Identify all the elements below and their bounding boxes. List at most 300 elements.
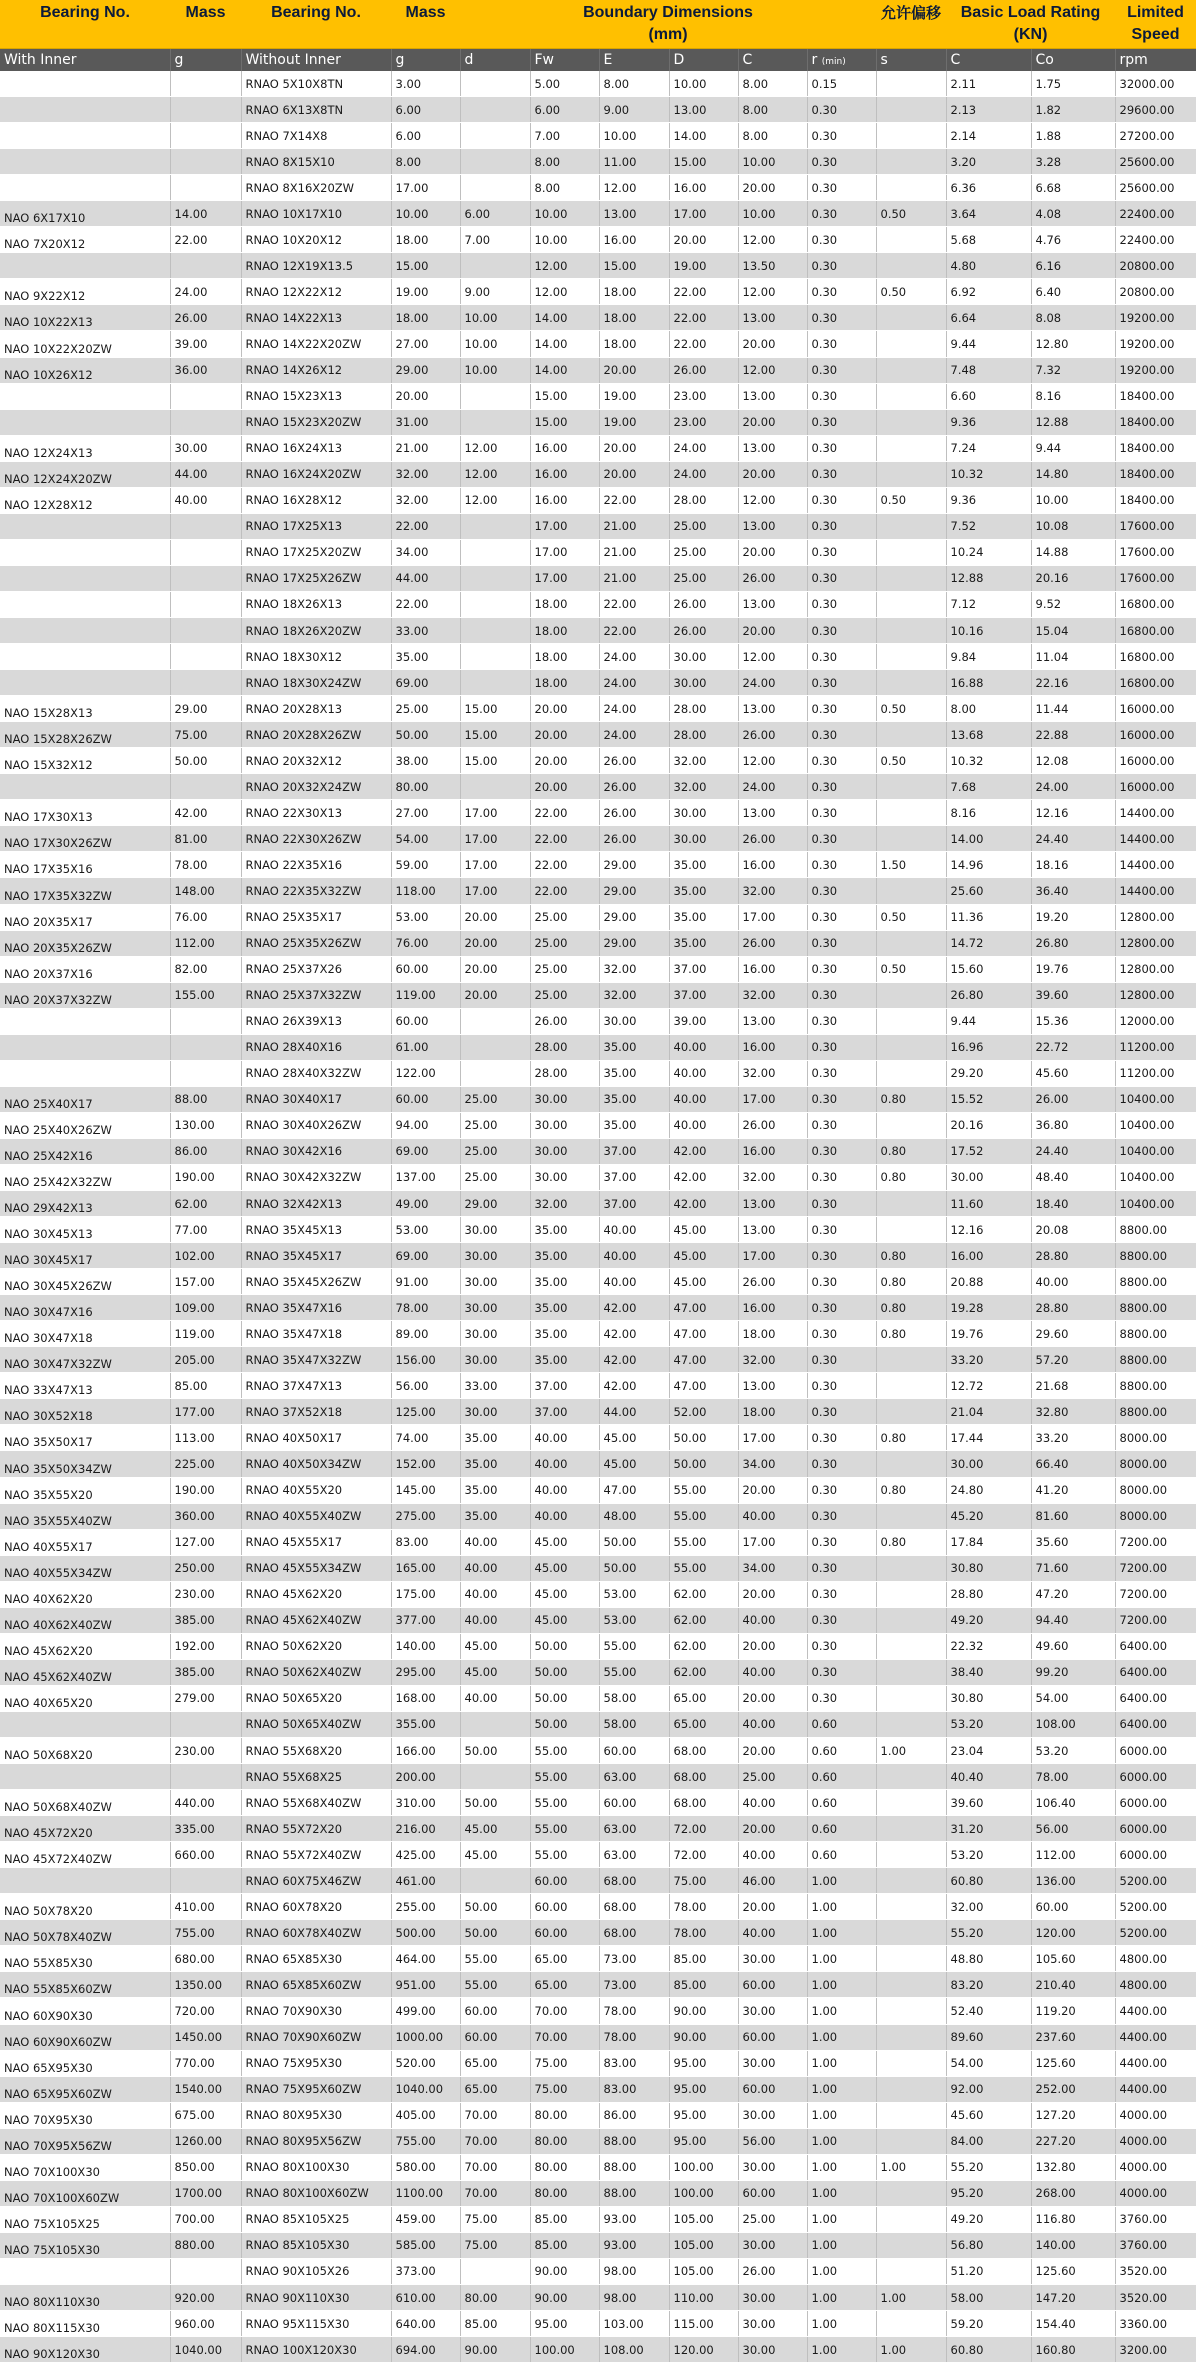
cell-load-c: 10.32	[946, 748, 1031, 774]
cell-d	[460, 539, 530, 565]
cell-without-inner: RNAO 22X35X32ZW	[241, 878, 391, 904]
cell-fw: 30.00	[530, 1086, 599, 1112]
cell-outer-d: 42.00	[669, 1164, 738, 1190]
cell-r-min: 0.30	[807, 1086, 876, 1112]
table-row	[0, 1555, 1196, 1581]
cell-d: 25.00	[460, 1138, 530, 1164]
cell-r-min: 1.00	[807, 2076, 876, 2102]
cell-with-inner: NAO 17X30X13	[0, 800, 170, 826]
cell-load-c: 12.88	[946, 565, 1031, 591]
cell-e: 29.00	[599, 930, 669, 956]
cell-with-inner: NAO 20X37X32ZW	[0, 982, 170, 1008]
cell-mass-without: 520.00	[391, 2050, 460, 2076]
cell-load-c: 83.20	[946, 1972, 1031, 1998]
cell-s	[876, 670, 946, 696]
cell-outer-d: 100.00	[669, 2180, 738, 2206]
cell-width-c: 13.00	[738, 1373, 807, 1399]
cell-without-inner: RNAO 90X110X30	[241, 2284, 391, 2310]
cell-load-co: 10.00	[1031, 487, 1115, 513]
cell-d: 45.00	[460, 1842, 530, 1868]
cell-speed: 11200.00	[1115, 1060, 1196, 1086]
cell-with-inner	[0, 71, 170, 97]
cell-fw: 50.00	[530, 1685, 599, 1711]
cell-with-inner: NAO 80X110X30	[0, 2284, 170, 2310]
cell-s	[876, 2076, 946, 2102]
cell-without-inner: RNAO 22X30X13	[241, 800, 391, 826]
cell-s	[876, 1399, 946, 1425]
table-row	[0, 1191, 1196, 1217]
cell-d	[460, 2258, 530, 2284]
cell-with-inner: NAO 20X37X16	[0, 956, 170, 982]
cell-width-c: 20.00	[738, 461, 807, 487]
cell-mass-inner: 130.00	[170, 1112, 241, 1138]
cell-r-min: 0.30	[807, 852, 876, 878]
cell-s	[876, 1894, 946, 1920]
cell-load-co: 125.60	[1031, 2050, 1115, 2076]
cell-width-c: 30.00	[738, 1946, 807, 1972]
cell-load-c: 28.80	[946, 1581, 1031, 1607]
cell-s: 1.50	[876, 852, 946, 878]
cell-without-inner: RNAO 95X115X30	[241, 2311, 391, 2337]
cell-outer-d: 35.00	[669, 852, 738, 878]
cell-s	[876, 357, 946, 383]
cell-load-c: 60.80	[946, 2337, 1031, 2363]
cell-mass-without: 15.00	[391, 253, 460, 279]
cell-mass-inner: 1260.00	[170, 2128, 241, 2154]
cell-with-inner	[0, 617, 170, 643]
table-row	[0, 1425, 1196, 1451]
table-row	[0, 383, 1196, 409]
cell-width-c: 24.00	[738, 774, 807, 800]
cell-load-co: 24.00	[1031, 774, 1115, 800]
cell-r-min: 0.60	[807, 1816, 876, 1842]
cell-fw: 35.00	[530, 1321, 599, 1347]
cell-e: 60.00	[599, 1790, 669, 1816]
cell-with-inner: NAO 60X90X30	[0, 1998, 170, 2024]
cell-s	[876, 383, 946, 409]
cell-fw: 45.00	[530, 1581, 599, 1607]
cell-width-c: 17.00	[738, 904, 807, 930]
cell-speed: 5200.00	[1115, 1894, 1196, 1920]
cell-s	[876, 2128, 946, 2154]
cell-fw: 35.00	[530, 1347, 599, 1373]
cell-s	[876, 1347, 946, 1373]
cell-speed: 8800.00	[1115, 1295, 1196, 1321]
cell-r-min: 0.30	[807, 982, 876, 1008]
cell-load-co: 105.60	[1031, 1946, 1115, 1972]
cell-width-c: 20.00	[738, 1477, 807, 1503]
cell-width-c: 8.00	[738, 97, 807, 123]
cell-mass-inner	[170, 123, 241, 149]
cell-s	[876, 1868, 946, 1894]
cell-without-inner: RNAO 10X20X12	[241, 227, 391, 253]
table-row	[0, 617, 1196, 643]
cell-width-c: 16.00	[738, 956, 807, 982]
table-row	[0, 852, 1196, 878]
cell-fw: 17.00	[530, 513, 599, 539]
cell-outer-d: 15.00	[669, 149, 738, 175]
cell-d: 70.00	[460, 2102, 530, 2128]
table-row	[0, 1138, 1196, 1164]
cell-mass-without: 310.00	[391, 1790, 460, 1816]
cell-mass-without: 755.00	[391, 2128, 460, 2154]
cell-width-c: 16.00	[738, 852, 807, 878]
cell-without-inner: RNAO 10X17X10	[241, 201, 391, 227]
cell-fw: 15.00	[530, 383, 599, 409]
cell-r-min: 0.30	[807, 1008, 876, 1034]
cell-e: 22.00	[599, 591, 669, 617]
cell-d: 35.00	[460, 1477, 530, 1503]
cell-load-c: 12.16	[946, 1217, 1031, 1243]
cell-outer-d: 28.00	[669, 722, 738, 748]
cell-load-c: 25.60	[946, 878, 1031, 904]
cell-fw: 22.00	[530, 826, 599, 852]
cell-mass-without: 29.00	[391, 357, 460, 383]
cell-e: 78.00	[599, 2024, 669, 2050]
cell-width-c: 18.00	[738, 1399, 807, 1425]
cell-e: 19.00	[599, 383, 669, 409]
cell-mass-without: 69.00	[391, 1138, 460, 1164]
cell-width-c: 40.00	[738, 1842, 807, 1868]
cell-speed: 5200.00	[1115, 1868, 1196, 1894]
cell-load-co: 47.20	[1031, 1581, 1115, 1607]
cell-width-c: 17.00	[738, 1529, 807, 1555]
cell-mass-inner: 109.00	[170, 1295, 241, 1321]
cell-with-inner: NAO 7X20X12	[0, 227, 170, 253]
cell-r-min: 0.30	[807, 1633, 876, 1659]
cell-width-c: 8.00	[738, 71, 807, 97]
cell-without-inner: RNAO 12X22X12	[241, 279, 391, 305]
cell-speed: 6000.00	[1115, 1790, 1196, 1816]
cell-r-min: 0.30	[807, 1399, 876, 1425]
cell-fw: 85.00	[530, 2232, 599, 2258]
cell-outer-d: 22.00	[669, 279, 738, 305]
cell-speed: 16800.00	[1115, 591, 1196, 617]
cell-width-c: 26.00	[738, 1269, 807, 1295]
cell-s: 0.80	[876, 1425, 946, 1451]
cell-d: 15.00	[460, 722, 530, 748]
cell-fw: 28.00	[530, 1034, 599, 1060]
cell-with-inner: NAO 12X24X20ZW	[0, 461, 170, 487]
cell-with-inner	[0, 1060, 170, 1086]
cell-load-co: 32.80	[1031, 1399, 1115, 1425]
cell-d	[460, 1764, 530, 1790]
cell-mass-inner: 755.00	[170, 1920, 241, 1946]
cell-mass-inner: 250.00	[170, 1555, 241, 1581]
cell-load-co: 116.80	[1031, 2206, 1115, 2232]
cell-load-c: 49.20	[946, 2206, 1031, 2232]
cell-load-co: 45.60	[1031, 1060, 1115, 1086]
cell-e: 26.00	[599, 774, 669, 800]
cell-load-c: 53.20	[946, 1711, 1031, 1737]
cell-with-inner	[0, 409, 170, 435]
cell-mass-inner	[170, 1711, 241, 1737]
cell-outer-d: 40.00	[669, 1112, 738, 1138]
cell-load-c: 17.44	[946, 1425, 1031, 1451]
cell-width-c: 20.00	[738, 175, 807, 201]
cell-load-c: 58.00	[946, 2284, 1031, 2310]
cell-outer-d: 47.00	[669, 1321, 738, 1347]
table-row	[0, 149, 1196, 175]
cell-with-inner	[0, 644, 170, 670]
cell-mass-inner: 675.00	[170, 2102, 241, 2128]
cell-without-inner: RNAO 35X47X32ZW	[241, 1347, 391, 1373]
cell-without-inner: RNAO 100X120X30	[241, 2337, 391, 2363]
cell-width-c: 26.00	[738, 1112, 807, 1138]
cell-s: 0.80	[876, 1086, 946, 1112]
cell-e: 15.00	[599, 253, 669, 279]
cell-mass-without: 78.00	[391, 1295, 460, 1321]
cell-fw: 5.00	[530, 71, 599, 97]
cell-d: 40.00	[460, 1529, 530, 1555]
cell-speed: 10400.00	[1115, 1191, 1196, 1217]
cell-width-c: 16.00	[738, 1295, 807, 1321]
cell-width-c: 13.00	[738, 1191, 807, 1217]
cell-mass-inner: 410.00	[170, 1894, 241, 1920]
cell-load-c: 56.80	[946, 2232, 1031, 2258]
cell-speed: 18400.00	[1115, 383, 1196, 409]
cell-with-inner: NAO 30X47X16	[0, 1295, 170, 1321]
cell-mass-inner	[170, 591, 241, 617]
table-row	[0, 696, 1196, 722]
cell-speed: 10400.00	[1115, 1112, 1196, 1138]
cell-fw: 75.00	[530, 2076, 599, 2102]
cell-load-co: 12.80	[1031, 331, 1115, 357]
cell-without-inner: RNAO 17X25X26ZW	[241, 565, 391, 591]
cell-load-co: 7.32	[1031, 357, 1115, 383]
cell-with-inner: NAO 50X68X20	[0, 1738, 170, 1764]
cell-outer-d: 55.00	[669, 1555, 738, 1581]
cell-mass-inner: 177.00	[170, 1399, 241, 1425]
cell-outer-d: 105.00	[669, 2232, 738, 2258]
cell-outer-d: 25.00	[669, 565, 738, 591]
table-row	[0, 2337, 1196, 2363]
cell-without-inner: RNAO 45X55X17	[241, 1529, 391, 1555]
cell-d	[460, 1060, 530, 1086]
cell-s: 0.80	[876, 1138, 946, 1164]
cell-load-co: 22.16	[1031, 670, 1115, 696]
cell-r-min: 0.30	[807, 201, 876, 227]
cell-with-inner	[0, 175, 170, 201]
cell-with-inner: NAO 55X85X30	[0, 1946, 170, 1972]
cell-d: 25.00	[460, 1112, 530, 1138]
cell-fw: 14.00	[530, 331, 599, 357]
cell-d	[460, 97, 530, 123]
cell-fw: 40.00	[530, 1451, 599, 1477]
cell-e: 26.00	[599, 826, 669, 852]
cell-width-c: 56.00	[738, 2128, 807, 2154]
cell-outer-d: 95.00	[669, 2128, 738, 2154]
table-row	[0, 2232, 1196, 2258]
cell-width-c: 34.00	[738, 1555, 807, 1581]
cell-r-min: 0.30	[807, 1060, 876, 1086]
cell-load-c: 10.24	[946, 539, 1031, 565]
cell-s: 0.80	[876, 1321, 946, 1347]
cell-e: 35.00	[599, 1034, 669, 1060]
cell-load-c: 2.11	[946, 71, 1031, 97]
cell-mass-without: 31.00	[391, 409, 460, 435]
cell-load-co: 54.00	[1031, 1685, 1115, 1711]
cell-load-co: 19.20	[1031, 904, 1115, 930]
cell-width-c: 10.00	[738, 201, 807, 227]
cell-s	[876, 2258, 946, 2284]
cell-load-co: 9.44	[1031, 435, 1115, 461]
table-row	[0, 1633, 1196, 1659]
cell-load-co: 119.20	[1031, 1998, 1115, 2024]
cell-s	[876, 1217, 946, 1243]
cell-without-inner: RNAO 50X62X20	[241, 1633, 391, 1659]
cell-with-inner: NAO 45X62X40ZW	[0, 1659, 170, 1685]
cell-load-c: 9.36	[946, 487, 1031, 513]
cell-mass-without: 200.00	[391, 1764, 460, 1790]
cell-outer-d: 40.00	[669, 1060, 738, 1086]
cell-width-c: 30.00	[738, 2154, 807, 2180]
cell-e: 20.00	[599, 461, 669, 487]
cell-mass-without: 22.00	[391, 591, 460, 617]
cell-fw: 85.00	[530, 2206, 599, 2232]
table-row	[0, 1217, 1196, 1243]
cell-load-c: 10.32	[946, 461, 1031, 487]
cell-s	[876, 1008, 946, 1034]
subheader-without-inner: Without Inner	[241, 49, 391, 72]
cell-mass-without: 500.00	[391, 1920, 460, 1946]
cell-outer-d: 28.00	[669, 696, 738, 722]
cell-d	[460, 1008, 530, 1034]
cell-mass-without: 216.00	[391, 1816, 460, 1842]
cell-fw: 12.00	[530, 253, 599, 279]
cell-width-c: 12.00	[738, 227, 807, 253]
cell-fw: 25.00	[530, 930, 599, 956]
cell-mass-without: 80.00	[391, 774, 460, 800]
cell-e: 40.00	[599, 1243, 669, 1269]
cell-r-min: 1.00	[807, 2206, 876, 2232]
cell-load-co: 33.20	[1031, 1425, 1115, 1451]
cell-d: 25.00	[460, 1164, 530, 1190]
cell-e: 50.00	[599, 1555, 669, 1581]
cell-without-inner: RNAO 32X42X13	[241, 1191, 391, 1217]
cell-e: 12.00	[599, 175, 669, 201]
cell-width-c: 30.00	[738, 1998, 807, 2024]
cell-e: 37.00	[599, 1164, 669, 1190]
cell-mass-without: 137.00	[391, 1164, 460, 1190]
cell-without-inner: RNAO 35X45X17	[241, 1243, 391, 1269]
cell-s	[876, 2024, 946, 2050]
cell-mass-inner: 42.00	[170, 800, 241, 826]
cell-with-inner: NAO 60X90X60ZW	[0, 2024, 170, 2050]
cell-without-inner: RNAO 40X55X40ZW	[241, 1503, 391, 1529]
cell-s	[876, 591, 946, 617]
cell-outer-d: 26.00	[669, 617, 738, 643]
cell-width-c: 32.00	[738, 982, 807, 1008]
cell-e: 42.00	[599, 1321, 669, 1347]
cell-speed: 12800.00	[1115, 982, 1196, 1008]
cell-width-c: 26.00	[738, 930, 807, 956]
cell-load-c: 45.20	[946, 1503, 1031, 1529]
cell-s	[876, 2206, 946, 2232]
cell-e: 42.00	[599, 1347, 669, 1373]
cell-outer-d: 47.00	[669, 1373, 738, 1399]
cell-outer-d: 105.00	[669, 2206, 738, 2232]
cell-speed: 22400.00	[1115, 227, 1196, 253]
cell-fw: 35.00	[530, 1243, 599, 1269]
cell-outer-d: 13.00	[669, 97, 738, 123]
cell-mass-inner: 1450.00	[170, 2024, 241, 2050]
cell-mass-inner: 1700.00	[170, 2180, 241, 2206]
cell-s: 0.50	[876, 487, 946, 513]
subheader-r	[807, 49, 876, 72]
cell-mass-inner: 230.00	[170, 1581, 241, 1607]
cell-fw: 100.00	[530, 2337, 599, 2363]
table-row	[0, 2128, 1196, 2154]
table-row	[0, 1451, 1196, 1477]
cell-d: 65.00	[460, 2050, 530, 2076]
cell-load-co: 49.60	[1031, 1633, 1115, 1659]
cell-fw: 95.00	[530, 2311, 599, 2337]
cell-r-min: 1.00	[807, 1998, 876, 2024]
cell-mass-without: 355.00	[391, 1711, 460, 1737]
cell-s	[876, 774, 946, 800]
cell-speed: 3520.00	[1115, 2284, 1196, 2310]
cell-e: 73.00	[599, 1946, 669, 1972]
cell-s	[876, 1659, 946, 1685]
table-row	[0, 279, 1196, 305]
cell-s: 1.00	[876, 1738, 946, 1764]
cell-outer-d: 120.00	[669, 2337, 738, 2363]
cell-load-co: 9.52	[1031, 591, 1115, 617]
cell-width-c: 20.00	[738, 1633, 807, 1659]
cell-r-min: 0.30	[807, 253, 876, 279]
table-row	[0, 2076, 1196, 2102]
cell-outer-d: 45.00	[669, 1217, 738, 1243]
table-row	[0, 201, 1196, 227]
cell-speed: 18400.00	[1115, 461, 1196, 487]
cell-load-co: 22.72	[1031, 1034, 1115, 1060]
cell-without-inner: RNAO 17X25X20ZW	[241, 539, 391, 565]
cell-speed: 4800.00	[1115, 1946, 1196, 1972]
cell-d: 10.00	[460, 357, 530, 383]
cell-d: 70.00	[460, 2154, 530, 2180]
cell-d: 20.00	[460, 956, 530, 982]
table-row	[0, 331, 1196, 357]
cell-without-inner: RNAO 35X47X18	[241, 1321, 391, 1347]
table-row	[0, 1269, 1196, 1295]
cell-r-min: 1.00	[807, 2258, 876, 2284]
cell-fw: 10.00	[530, 201, 599, 227]
cell-mass-inner	[170, 774, 241, 800]
table-row	[0, 1243, 1196, 1269]
cell-mass-without: 94.00	[391, 1112, 460, 1138]
cell-without-inner: RNAO 65X85X30	[241, 1946, 391, 1972]
cell-e: 68.00	[599, 1894, 669, 1920]
cell-mass-without: 119.00	[391, 982, 460, 1008]
cell-d: 17.00	[460, 800, 530, 826]
cell-speed: 4000.00	[1115, 2128, 1196, 2154]
cell-r-min: 0.30	[807, 305, 876, 331]
cell-load-c: 7.24	[946, 435, 1031, 461]
cell-r-min: 1.00	[807, 2337, 876, 2363]
cell-mass-inner	[170, 2258, 241, 2284]
cell-load-c: 19.28	[946, 1295, 1031, 1321]
cell-with-inner: NAO 33X47X13	[0, 1373, 170, 1399]
cell-load-c: 8.16	[946, 800, 1031, 826]
cell-s	[876, 1034, 946, 1060]
cell-outer-d: 22.00	[669, 305, 738, 331]
cell-s: 1.00	[876, 2284, 946, 2310]
cell-width-c: 20.00	[738, 1738, 807, 1764]
cell-mass-without: 91.00	[391, 1269, 460, 1295]
cell-outer-d: 32.00	[669, 774, 738, 800]
cell-mass-without: 10.00	[391, 201, 460, 227]
